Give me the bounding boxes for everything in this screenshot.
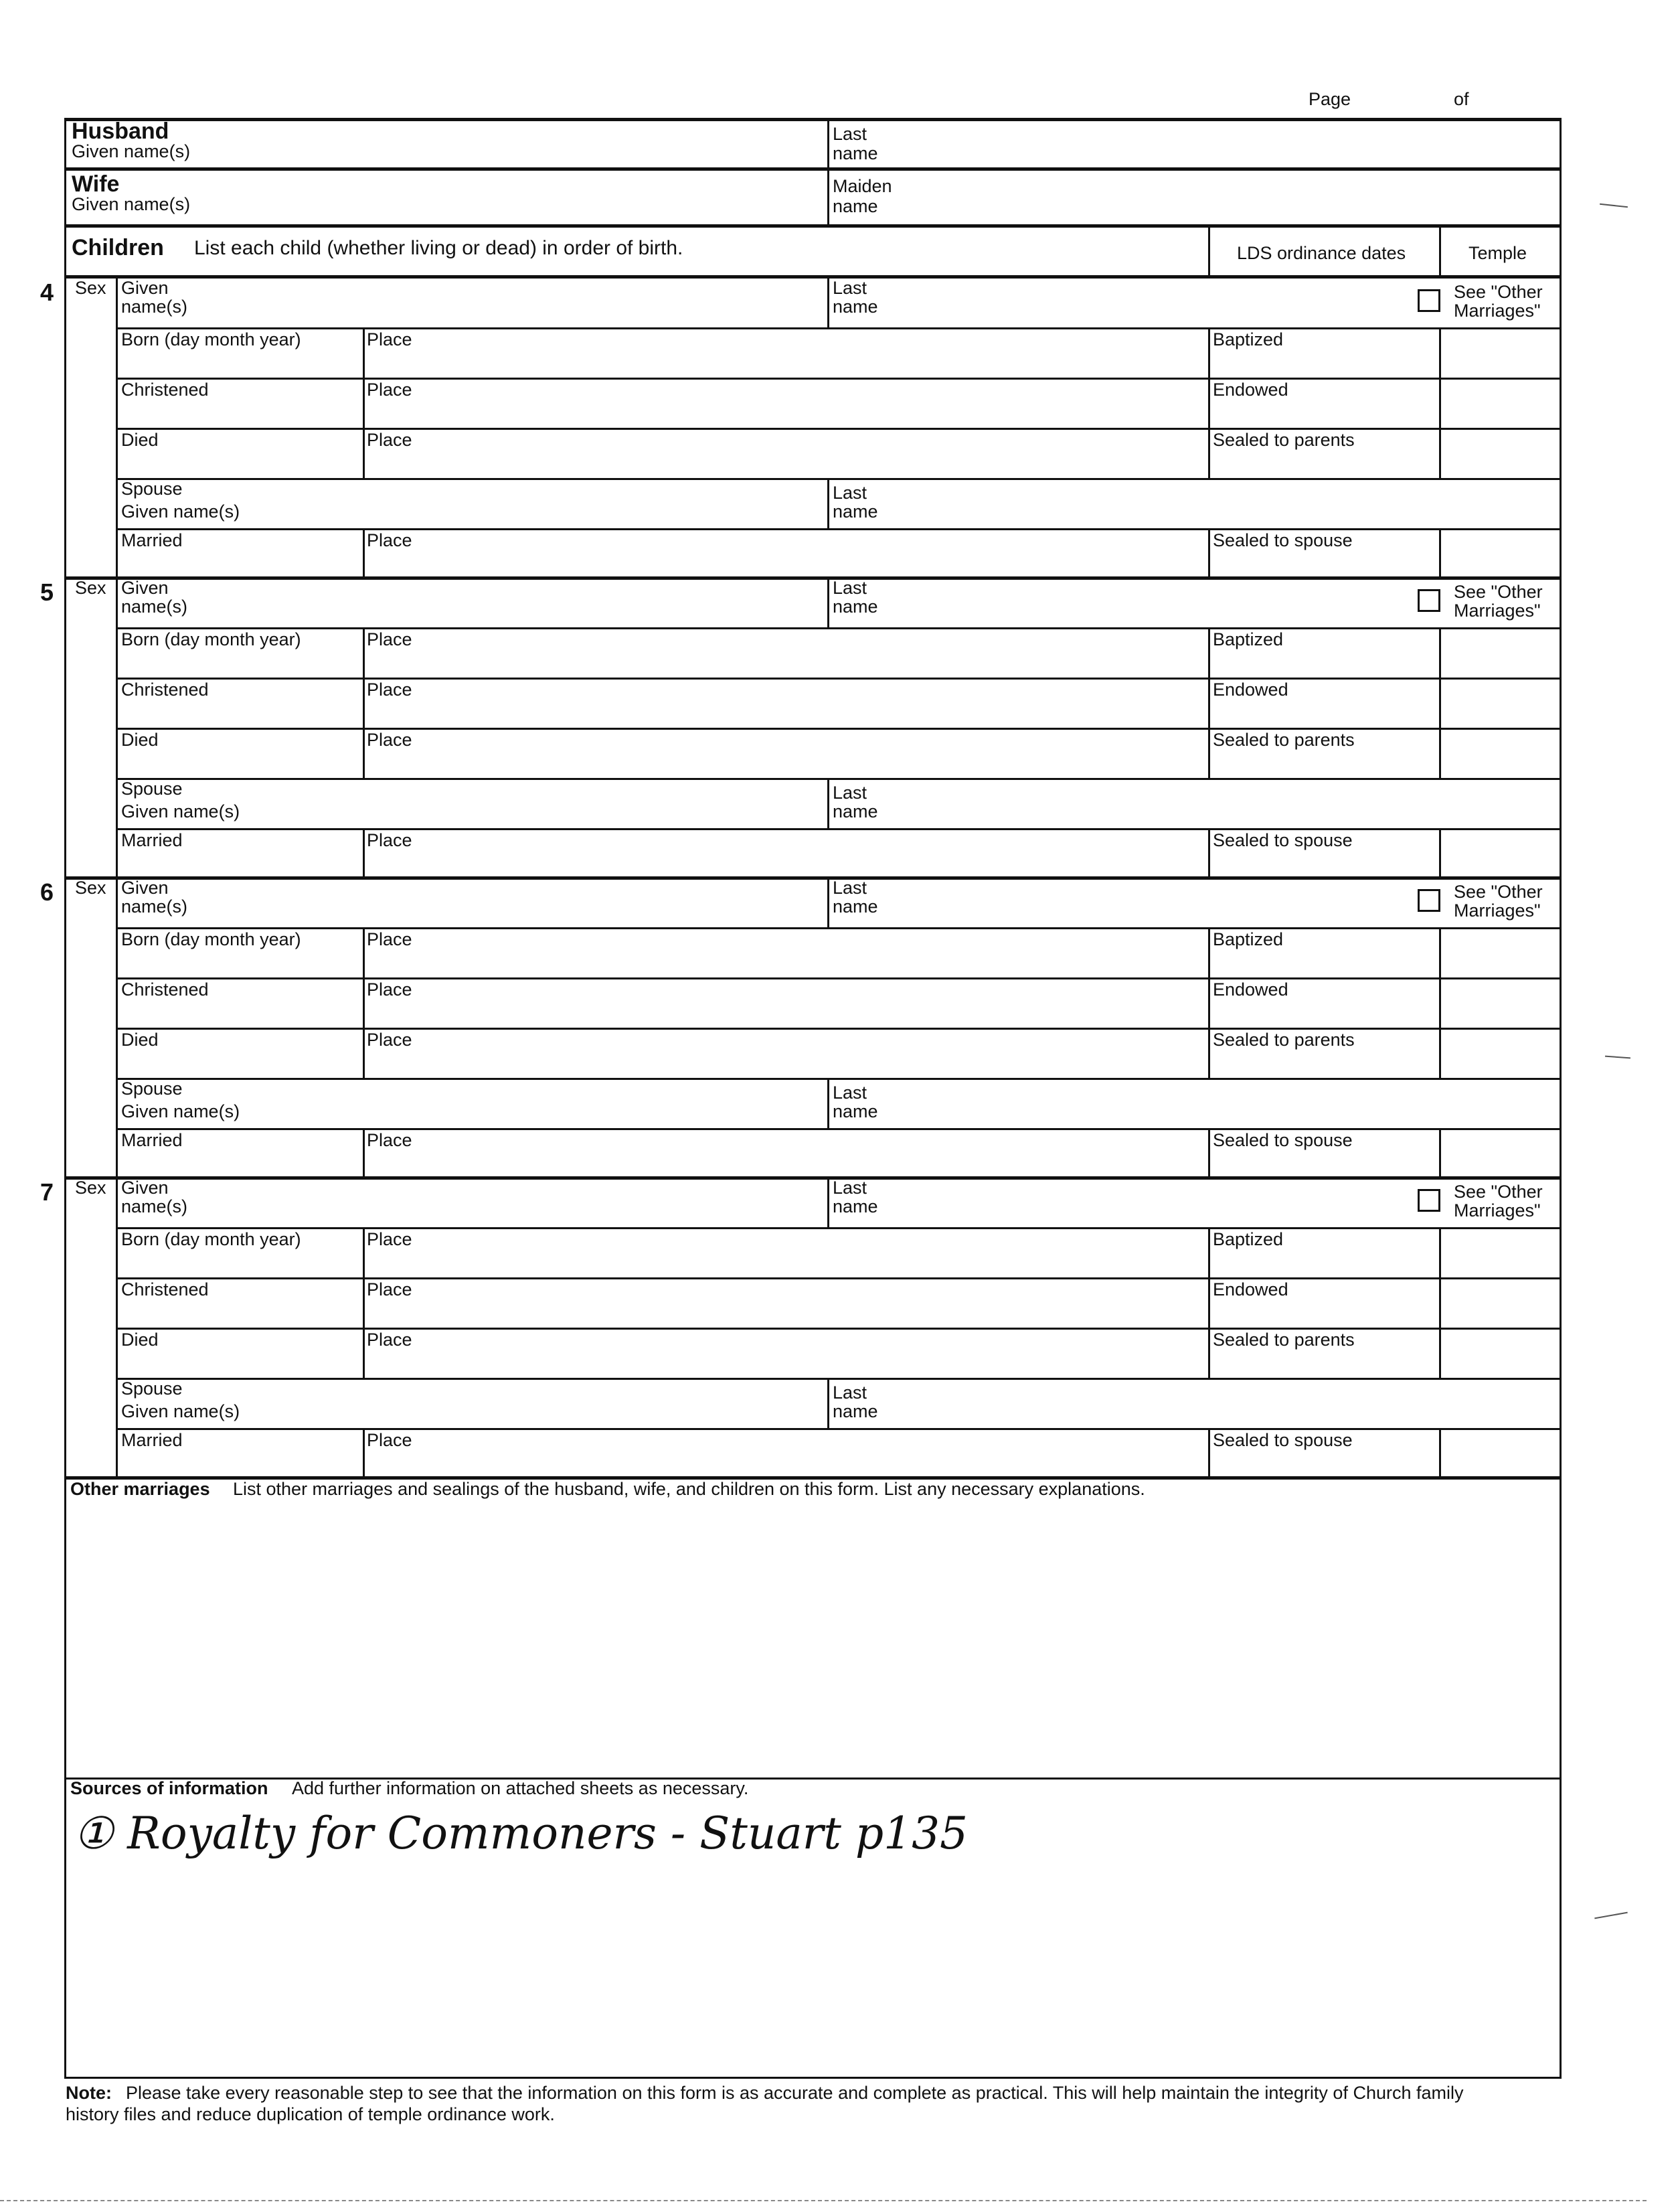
born-label: Born (day month year) (121, 629, 301, 649)
divider (363, 1128, 365, 1178)
died-place-field[interactable] (367, 749, 1205, 775)
place-label: Place (367, 1229, 412, 1249)
divider (1439, 428, 1441, 478)
temple-field[interactable] (1443, 680, 1557, 726)
died-date-field[interactable] (120, 449, 359, 475)
spouse-last-label-2: name (833, 501, 878, 522)
divider (1208, 1028, 1210, 1078)
given-label-2: name(s) (121, 1196, 188, 1216)
divider (363, 1028, 365, 1078)
temple-field[interactable] (1443, 1279, 1557, 1326)
sealed-parents-date-field[interactable] (1213, 449, 1436, 475)
wife-heading: Wife (72, 171, 120, 197)
divider (1439, 327, 1441, 378)
divider (1439, 1128, 1441, 1178)
place-label: Place (367, 530, 412, 550)
divider (1208, 1277, 1210, 1328)
row-divider (116, 927, 1560, 929)
husband-given-label: Given name(s) (72, 141, 191, 161)
baptized-label: Baptized (1213, 629, 1284, 649)
died-label: Died (121, 430, 159, 450)
born-label: Born (day month year) (121, 1229, 301, 1249)
married-date-field[interactable] (120, 850, 359, 876)
christened-label: Christened (121, 680, 209, 700)
spouse-given-label: Given name(s) (121, 1101, 240, 1121)
divider (1208, 428, 1210, 478)
divider (363, 1328, 365, 1378)
last-label-2: name (833, 597, 878, 617)
endowed-date-field[interactable] (1213, 1299, 1436, 1325)
divider (1208, 226, 1210, 276)
divider (1208, 977, 1210, 1028)
spouse-given-field[interactable] (120, 480, 825, 526)
spouse-last-label: Last (833, 783, 867, 803)
sealed-spouse-label: Sealed to spouse (1213, 1130, 1353, 1150)
divider (827, 121, 829, 167)
place-label: Place (367, 730, 412, 750)
row-divider (116, 977, 1560, 979)
spouse-given-field[interactable] (120, 1080, 825, 1126)
see-other-label-2: Marriages" (1454, 1200, 1541, 1220)
last-label: Last (833, 878, 867, 898)
given-label: Given (121, 878, 169, 898)
divider (64, 1778, 1562, 1780)
sex-label: Sex (75, 578, 106, 598)
sex-label: Sex (75, 1178, 106, 1198)
child-last-field[interactable] (830, 278, 1406, 325)
born-label: Born (day month year) (121, 329, 301, 349)
see-other-label-2: Marriages" (1454, 900, 1541, 921)
born-place-field[interactable] (367, 1249, 1205, 1275)
temple-field[interactable] (1443, 380, 1557, 426)
divider (363, 1227, 365, 1277)
baptized-label: Baptized (1213, 929, 1284, 949)
spouse-label: Spouse (121, 1079, 183, 1099)
last-label: Last (833, 1178, 867, 1198)
divider (1208, 1128, 1210, 1178)
divider (1439, 1028, 1441, 1078)
sealed-spouse-label: Sealed to spouse (1213, 530, 1353, 550)
last-label-2: name (833, 896, 878, 917)
divider (1208, 627, 1210, 678)
divider (363, 528, 365, 578)
endowed-label: Endowed (1213, 1279, 1288, 1299)
married-label: Married (121, 1430, 183, 1450)
margin-mark (1605, 1056, 1630, 1059)
divider (827, 1378, 829, 1428)
divider (1208, 927, 1210, 977)
christened-label: Christened (121, 979, 209, 1000)
divider (827, 877, 829, 927)
temple-field[interactable] (1443, 530, 1557, 576)
place-label: Place (367, 1030, 412, 1050)
divider (1208, 378, 1210, 428)
divider (1439, 528, 1441, 578)
divider (64, 224, 1561, 228)
married-date-field[interactable] (120, 1150, 359, 1176)
sealed-spouse-label: Sealed to spouse (1213, 1430, 1353, 1450)
see-other-marriages-checkbox[interactable] (1418, 589, 1440, 612)
christened-date-field[interactable] (120, 1299, 359, 1325)
last-label: Last (833, 578, 867, 598)
spouse-given-field[interactable] (120, 780, 825, 826)
note-text-line1: Please take every reasonable step to see that the information on this form is as accurate and complete as practical. This will help maintain the integrity of Church family (126, 2083, 1464, 2103)
divider (1439, 1277, 1441, 1328)
note-label: Note: (66, 2083, 112, 2103)
born-place-field[interactable] (367, 649, 1205, 675)
divider (1208, 678, 1210, 728)
died-label: Died (121, 1030, 159, 1050)
divider (1439, 378, 1441, 428)
spouse-last-label: Last (833, 1382, 867, 1403)
spouse-last-field[interactable] (830, 780, 1557, 826)
husband-last-field[interactable] (830, 121, 1558, 166)
divider (363, 828, 365, 878)
husband-given-field[interactable] (66, 118, 826, 166)
sources-handwritten-entry: ① Royalty for Commoners - Stuart p135 (74, 1808, 969, 1859)
other-marriages-instruction: List other marriages and sealings of the husband, wife, and children on this form. List any necessary explanations. (233, 1479, 1145, 1499)
christened-place-field[interactable] (367, 1299, 1205, 1325)
husband-heading: Husband (72, 118, 169, 144)
married-place-field[interactable] (367, 850, 1205, 876)
place-label: Place (367, 1130, 412, 1150)
place-label: Place (367, 629, 412, 649)
place-label: Place (367, 929, 412, 949)
spouse-last-label: Last (833, 483, 867, 503)
spouse-last-label-2: name (833, 801, 878, 821)
divider (1439, 977, 1441, 1028)
child-number: 7 (40, 1178, 54, 1206)
died-date-field[interactable] (120, 1349, 359, 1375)
divider (363, 378, 365, 428)
divider (363, 1277, 365, 1328)
sealed-spouse-date-field[interactable] (1213, 850, 1436, 876)
married-date-field[interactable] (120, 550, 359, 576)
sources-heading: Sources of information (70, 1778, 268, 1798)
divider (827, 277, 829, 327)
place-label: Place (367, 329, 412, 349)
endowed-label: Endowed (1213, 680, 1288, 700)
other-marriages-heading: Other marriages (70, 1479, 210, 1499)
married-label: Married (121, 1130, 183, 1150)
other-marriages-field[interactable] (66, 1500, 1558, 1774)
born-date-field[interactable] (120, 1249, 359, 1275)
divider (827, 171, 829, 224)
child-last-field[interactable] (830, 1178, 1406, 1225)
died-label: Died (121, 1330, 159, 1350)
divider (1439, 678, 1441, 728)
divider (1439, 226, 1441, 276)
christened-date-field[interactable] (120, 999, 359, 1025)
husband-last-label-2: name (833, 143, 878, 163)
given-label: Given (121, 578, 169, 598)
see-other-label-2: Marriages" (1454, 301, 1541, 321)
sealed-parents-date-field[interactable] (1213, 749, 1436, 775)
place-label: Place (367, 430, 412, 450)
page-edge (0, 2200, 1647, 2201)
place-label: Place (367, 380, 412, 400)
children-instruction: List each child (whether living or dead) in order of birth. (194, 237, 683, 259)
place-label: Place (367, 680, 412, 700)
sources-field[interactable] (66, 1801, 1558, 2072)
married-place-field[interactable] (367, 1150, 1205, 1176)
child-number: 4 (40, 279, 54, 306)
spouse-given-label: Given name(s) (121, 1401, 240, 1421)
child-given-field[interactable] (120, 1178, 825, 1225)
christened-date-field[interactable] (120, 699, 359, 725)
spouse-last-label: Last (833, 1083, 867, 1103)
married-place-field[interactable] (367, 1449, 1205, 1476)
christened-label: Christened (121, 380, 209, 400)
sealed-parents-label: Sealed to parents (1213, 430, 1355, 450)
sealed-parents-label: Sealed to parents (1213, 1330, 1355, 1350)
row-divider (116, 678, 1560, 680)
last-label-2: name (833, 297, 878, 317)
born-place-field[interactable] (367, 349, 1205, 375)
temple-field[interactable] (1443, 1030, 1557, 1076)
see-other-label: See "Other (1454, 582, 1543, 602)
row-divider (116, 378, 1560, 380)
lds-ordinance-label: LDS ordinance dates (1237, 243, 1406, 263)
row-divider (116, 327, 1560, 329)
temple-field[interactable] (1443, 830, 1557, 876)
born-date-field[interactable] (120, 649, 359, 675)
children-heading: Children (72, 235, 164, 260)
husband-last-label: Last (833, 124, 867, 144)
see-other-label-2: Marriages" (1454, 601, 1541, 621)
divider (1208, 1227, 1210, 1277)
divider (1208, 528, 1210, 578)
sealed-spouse-date-field[interactable] (1213, 1150, 1436, 1176)
note-text-line2: history files and reduce duplication of temple ordinance work. (66, 2104, 555, 2124)
see-other-label: See "Other (1454, 282, 1543, 302)
divider (1439, 728, 1441, 778)
divider (363, 927, 365, 977)
divider (1208, 327, 1210, 378)
sex-label: Sex (75, 278, 106, 298)
spouse-label: Spouse (121, 1378, 183, 1399)
right-border (1560, 118, 1562, 2078)
divider (1208, 828, 1210, 878)
divider (363, 627, 365, 678)
given-label-2: name(s) (121, 297, 188, 317)
divider (1208, 1428, 1210, 1478)
sealed-spouse-date-field[interactable] (1213, 1449, 1436, 1476)
temple-field[interactable] (1443, 1130, 1557, 1176)
spouse-last-field[interactable] (830, 1080, 1557, 1126)
divider (1439, 627, 1441, 678)
given-label-2: name(s) (121, 597, 188, 617)
child-given-field[interactable] (120, 878, 825, 925)
wife-given-field[interactable] (66, 171, 826, 222)
spouse-label: Spouse (121, 479, 183, 499)
spouse-last-label-2: name (833, 1101, 878, 1121)
place-label: Place (367, 979, 412, 1000)
baptized-date-field[interactable] (1213, 949, 1436, 975)
temple-field[interactable] (1443, 329, 1557, 376)
child-given-field[interactable] (120, 578, 825, 625)
sealed-spouse-label: Sealed to spouse (1213, 830, 1353, 850)
last-label: Last (833, 278, 867, 298)
child-number: 6 (40, 878, 54, 906)
baptized-date-field[interactable] (1213, 349, 1436, 375)
divider (827, 1078, 829, 1128)
divider (1439, 1328, 1441, 1378)
died-date-field[interactable] (120, 749, 359, 775)
row-divider (116, 1227, 1560, 1229)
sealed-spouse-date-field[interactable] (1213, 550, 1436, 576)
spouse-last-field[interactable] (830, 1380, 1557, 1426)
christened-label: Christened (121, 1279, 209, 1299)
temple-field[interactable] (1443, 430, 1557, 476)
spouse-label: Spouse (121, 779, 183, 799)
row-divider (116, 1277, 1560, 1279)
place-label: Place (367, 1279, 412, 1299)
baptized-date-field[interactable] (1213, 649, 1436, 675)
divider (1208, 728, 1210, 778)
died-place-field[interactable] (367, 449, 1205, 475)
divider (1439, 927, 1441, 977)
wife-maiden-label: Maiden (833, 176, 892, 196)
divider (1439, 828, 1441, 878)
married-date-field[interactable] (120, 1449, 359, 1476)
see-other-marriages-checkbox[interactable] (1418, 889, 1440, 912)
spouse-given-label: Given name(s) (121, 501, 240, 522)
wife-maiden-label-2: name (833, 196, 878, 216)
born-date-field[interactable] (120, 349, 359, 375)
divider (363, 728, 365, 778)
married-label: Married (121, 530, 183, 550)
temple-label: Temple (1468, 243, 1527, 263)
sealed-parents-date-field[interactable] (1213, 1049, 1436, 1075)
married-place-field[interactable] (367, 550, 1205, 576)
died-date-field[interactable] (120, 1049, 359, 1075)
endowed-date-field[interactable] (1213, 999, 1436, 1025)
wife-given-label: Given name(s) (72, 194, 191, 214)
christened-place-field[interactable] (367, 999, 1205, 1025)
christened-date-field[interactable] (120, 399, 359, 425)
born-date-field[interactable] (120, 949, 359, 975)
see-other-label: See "Other (1454, 1182, 1543, 1202)
divider (827, 1177, 829, 1227)
endowed-date-field[interactable] (1213, 399, 1436, 425)
born-label: Born (day month year) (121, 929, 301, 949)
died-place-field[interactable] (367, 1349, 1205, 1375)
endowed-label: Endowed (1213, 380, 1288, 400)
endowed-label: Endowed (1213, 979, 1288, 1000)
spouse-given-field[interactable] (120, 1380, 825, 1426)
christened-place-field[interactable] (367, 399, 1205, 425)
temple-field[interactable] (1443, 979, 1557, 1026)
last-label-2: name (833, 1196, 878, 1216)
bottom-border (64, 2077, 1562, 2079)
divider (363, 1428, 365, 1478)
married-label: Married (121, 830, 183, 850)
divider (827, 778, 829, 828)
divider (363, 678, 365, 728)
spouse-given-label: Given name(s) (121, 801, 240, 821)
row-divider (116, 627, 1560, 629)
place-label: Place (367, 1430, 412, 1450)
divider (827, 577, 829, 627)
christened-place-field[interactable] (367, 699, 1205, 725)
died-place-field[interactable] (367, 1049, 1205, 1075)
divider (363, 977, 365, 1028)
spouse-last-label-2: name (833, 1401, 878, 1421)
see-other-marriages-checkbox[interactable] (1418, 1189, 1440, 1212)
divider (827, 478, 829, 528)
given-label: Given (121, 278, 169, 298)
divider (363, 428, 365, 478)
endowed-date-field[interactable] (1213, 699, 1436, 725)
baptized-label: Baptized (1213, 329, 1284, 349)
see-other-marriages-checkbox[interactable] (1418, 289, 1440, 312)
temple-field[interactable] (1443, 1430, 1557, 1476)
spouse-last-field[interactable] (830, 480, 1557, 526)
given-label: Given (121, 1178, 169, 1198)
child-last-field[interactable] (830, 578, 1406, 625)
place-label: Place (367, 1330, 412, 1350)
temple-field[interactable] (1443, 1330, 1557, 1376)
divider (64, 167, 1561, 171)
page-label: Page (1309, 89, 1351, 109)
sealed-parents-label: Sealed to parents (1213, 730, 1355, 750)
born-place-field[interactable] (367, 949, 1205, 975)
temple-field[interactable] (1443, 629, 1557, 676)
sealed-parents-label: Sealed to parents (1213, 1030, 1355, 1050)
divider (1439, 1227, 1441, 1277)
temple-field[interactable] (1443, 730, 1557, 776)
temple-field[interactable] (1443, 1229, 1557, 1275)
margin-mark (1600, 204, 1628, 208)
divider (1208, 1328, 1210, 1378)
sources-instruction: Add further information on attached sheets as necessary. (292, 1778, 749, 1798)
sealed-parents-date-field[interactable] (1213, 1349, 1436, 1375)
of-label: of (1454, 89, 1469, 109)
baptized-date-field[interactable] (1213, 1249, 1436, 1275)
baptized-label: Baptized (1213, 1229, 1284, 1249)
divider (363, 327, 365, 378)
see-other-label: See "Other (1454, 882, 1543, 902)
child-number: 5 (40, 578, 54, 606)
place-label: Place (367, 830, 412, 850)
temple-field[interactable] (1443, 929, 1557, 975)
margin-mark (1594, 1912, 1628, 1919)
died-label: Died (121, 730, 159, 750)
sex-label: Sex (75, 878, 106, 898)
given-label-2: name(s) (121, 896, 188, 917)
wife-maiden-field[interactable] (830, 171, 1558, 222)
child-given-field[interactable] (120, 278, 825, 325)
divider (1439, 1428, 1441, 1478)
child-last-field[interactable] (830, 878, 1406, 925)
left-border (64, 118, 66, 2078)
